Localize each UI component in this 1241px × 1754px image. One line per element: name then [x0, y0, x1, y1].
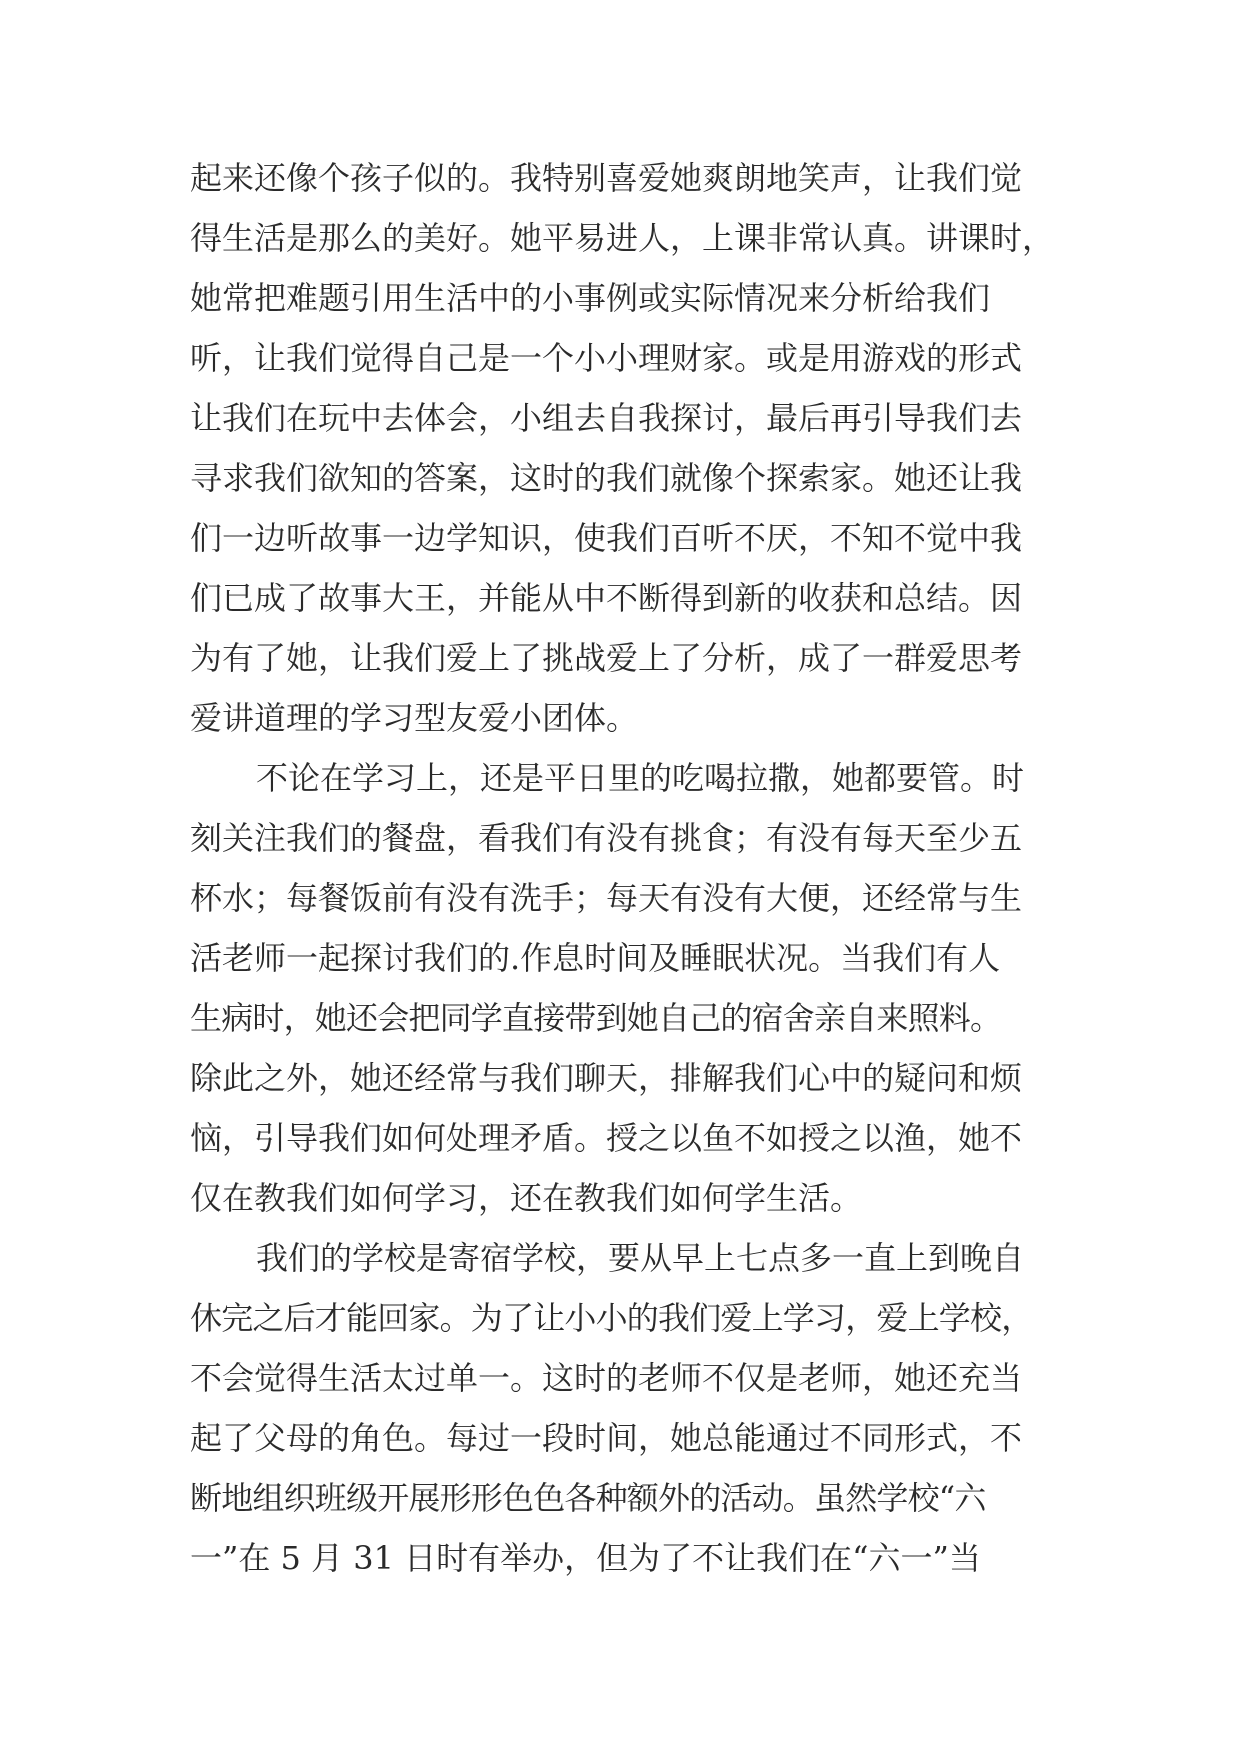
text-line: 不会觉得生活太过单一。这时的老师不仅是老师，她还充当: [190, 1359, 1023, 1397]
text-line: 我们的学校是寄宿学校，要从早上七点多一直上到晚自: [256, 1239, 1025, 1277]
text-line: 不论在学习上，还是平日里的吃喝拉撒，她都要管。时: [256, 759, 1025, 797]
text-line: 爱讲道理的学习型友爱小团体。: [190, 699, 639, 737]
text-line: 寻求我们欲知的答案，这时的我们就像个探索家。她还让我: [190, 459, 1023, 497]
text-line: 休完之后才能回家。为了让小小的我们爱上学习，爱上学校，: [190, 1299, 1033, 1337]
document-body: [190, 148, 1070, 1588]
text-line: 起了父母的角色。每过一段时间，她总能通过不同形式，不: [190, 1419, 1023, 1457]
text-line: 仅在教我们如何学习，还在教我们如何学生活。: [190, 1179, 863, 1217]
text-line: 起来还像个孩子似的。我特别喜爱她爽朗地笑声，让我们觉: [190, 159, 1023, 197]
text-line: 杯水；每餐饭前有没有洗手；每天有没有大便，还经常与生: [190, 879, 1023, 917]
text-line: 为有了她，让我们爱上了挑战爱上了分析，成了一群爱思考: [190, 639, 1023, 677]
text-line: 让我们在玩中去体会，小组去自我探讨，最后再引导我们去: [190, 399, 1023, 437]
text-line: 一”在 5 月 31 日时有举办，但为了不让我们在“六一”当: [190, 1539, 981, 1577]
text-line: 们已成了故事大王，并能从中不断得到新的收获和总结。因: [190, 579, 1023, 617]
text-line: 生病时，她还会把同学直接带到她自己的宿舍亲自来照料。: [190, 999, 1002, 1037]
text-line: 断地组织班级开展形形色色各种额外的活动。虽然学校“六: [190, 1479, 986, 1517]
text-line: 得生活是那么的美好。她平易进人，上课非常认真。讲课时，: [190, 219, 1055, 257]
paragraph-1: [190, 148, 1070, 748]
text-line: 们一边听故事一边学知识，使我们百听不厌，不知不觉中我: [190, 519, 1023, 557]
paragraph-3: [190, 1228, 1070, 1588]
text-line: 活老师一起探讨我们的.作息时间及睡眠状况。当我们有人: [190, 939, 1001, 977]
text-line: 听，让我们觉得自己是一个小小理财家。或是用游戏的形式: [190, 339, 1023, 377]
paragraph-2: [190, 748, 1070, 1228]
text-line: 恼，引导我们如何处理矛盾。授之以鱼不如授之以渔，她不: [190, 1119, 1023, 1157]
text-line: 刻关注我们的餐盘，看我们有没有挑食；有没有每天至少五: [190, 819, 1023, 857]
text-line: 除此之外，她还经常与我们聊天，排解我们心中的疑问和烦: [190, 1059, 1023, 1097]
text-line: 她常把难题引用生活中的小事例或实际情况来分析给我们: [190, 279, 991, 317]
